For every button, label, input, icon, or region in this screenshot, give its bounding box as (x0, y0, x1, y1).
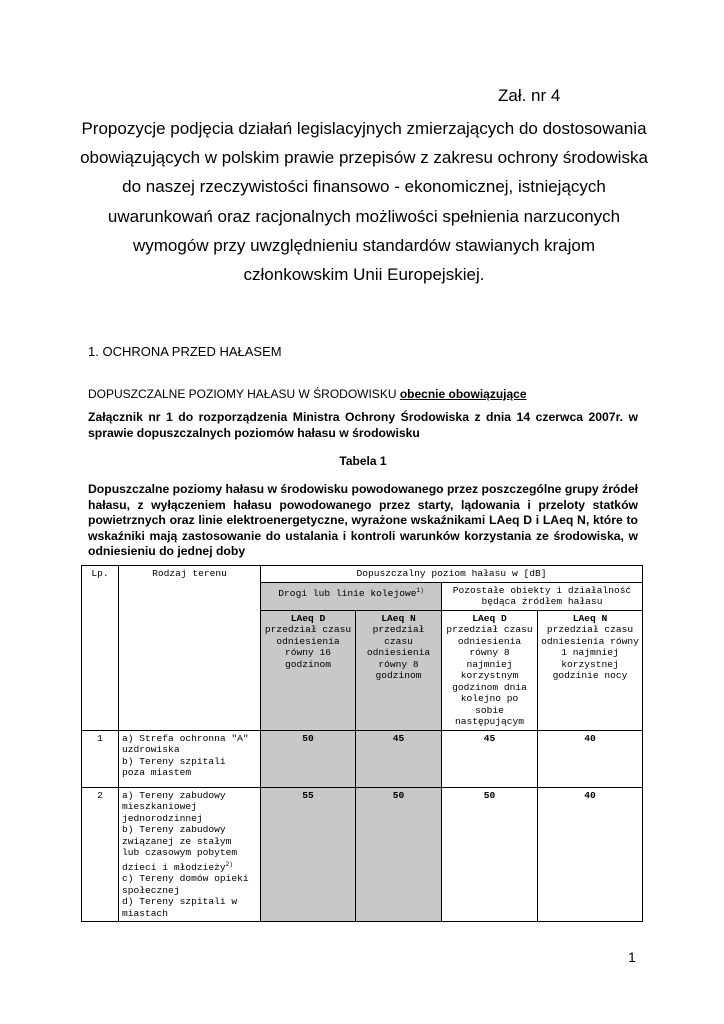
header-noise-level: Dopuszczalny poziom hałasu w [dB] (261, 566, 643, 583)
header-terrain: Rodzaj terenu (119, 566, 261, 731)
header-roads-laeq-n: LAeq N przedział czasu odniesienia równy 8 godzinom (356, 610, 442, 730)
annex-label: Zał. nr 4 (498, 86, 561, 105)
table-header-row (82, 566, 643, 583)
header-other-laeq-n: LAeq N przedział czasu odniesienia równy 1 najmniej korzystnej godzinie nocy (538, 610, 643, 730)
table-description: Dopuszczalne poziomy hałasu w środowisku powodowanego przez poszczególne grupy źródeł hałasu, z wyłączeniem hałasu powodowanego przez starty, lądowania i przeloty statków powietrznych oraz linie elektroenergetyczne, wyrażone wskaźnikami LAeq D i LAeq N, które to wskaźniki mają zastosowanie do ustalania i kontroli warunków korzystania ze środowiska, w odniesieniu do jednej doby (88, 482, 638, 558)
subheading-emphasis: obecnie obowiązujące (399, 387, 527, 401)
table-row (82, 787, 643, 922)
row-roads-d: 55 (261, 787, 356, 922)
row-roads-d: 50 (261, 730, 356, 787)
noise-levels-table (81, 565, 643, 922)
row-other-d: 50 (442, 787, 538, 922)
row-other-n: 40 (538, 730, 643, 787)
header-lp: Lp. (82, 566, 119, 731)
row-roads-n: 50 (356, 787, 442, 922)
header-other-laeq-d: LAeq D przedział czasu odniesienia równy 8 najmniej korzystnym godzinom dnia kolejno po sobie następującym (442, 610, 538, 730)
page-number: 1 (628, 949, 636, 965)
row-other-d: 45 (442, 730, 538, 787)
footnote-1: 1) (416, 586, 424, 594)
subheading-text: DOPUSZCZALNE POZIOMY HAŁASU W ŚRODOWISKU (88, 387, 397, 401)
header-roads: Drogi lub linie kolejowe$^{1)}$ (261, 582, 442, 610)
row-lp: 1 (82, 730, 119, 787)
table-row (82, 730, 643, 787)
row-lp: 2 (82, 787, 119, 922)
document-title: Propozycje podjęcia działań legislacyjnych zmierzających do dostosowania obowiązujących w polskim prawie przepisów z zakresu ochrony środowiska do naszej rzeczywistości finansowo - ekonomicznej, istniejących uwarunkowań oraz racjonalnych możliwości spełnienia narzuconych wymogów przy uwzględnieniu standardów stawianych krajom członkowskim Unii Europejskiej. (80, 119, 648, 285)
subheading (88, 387, 527, 401)
section-heading: 1. OCHRONA PRZED HAŁASEM (88, 344, 282, 359)
row-roads-n: 45 (356, 730, 442, 787)
footnote-2: 2) (225, 860, 233, 868)
row-terrain: a) Tereny zabudowy mieszkaniowej jednorodzinnej b) Tereny zabudowy związanej ze stałym lub czasowym pobytem dzieci i młodzieży$^{2)}$ c) Tereny domów opieki społecznej d) Tereny szpitali w miastach (119, 787, 261, 922)
row-other-n: 40 (538, 787, 643, 922)
header-other-sources: Pozostałe obiekty i działalność będąca źródłem hałasu (442, 582, 643, 610)
table-title: Tabela 1 (339, 454, 387, 468)
annex-reference: Załącznik nr 1 do rozporządzenia Ministra Ochrony Środowiska z dnia 14 czerwca 2007r. w sprawie dopuszczalnych poziomów hałasu w środowisku (88, 410, 638, 440)
header-roads-laeq-d: LAeq D przedział czasu odniesienia równy 16 godzinom (261, 610, 356, 730)
row-terrain: a) Strefa ochronna "A" uzdrowiska b) Tereny szpitali poza miastem (119, 730, 261, 787)
